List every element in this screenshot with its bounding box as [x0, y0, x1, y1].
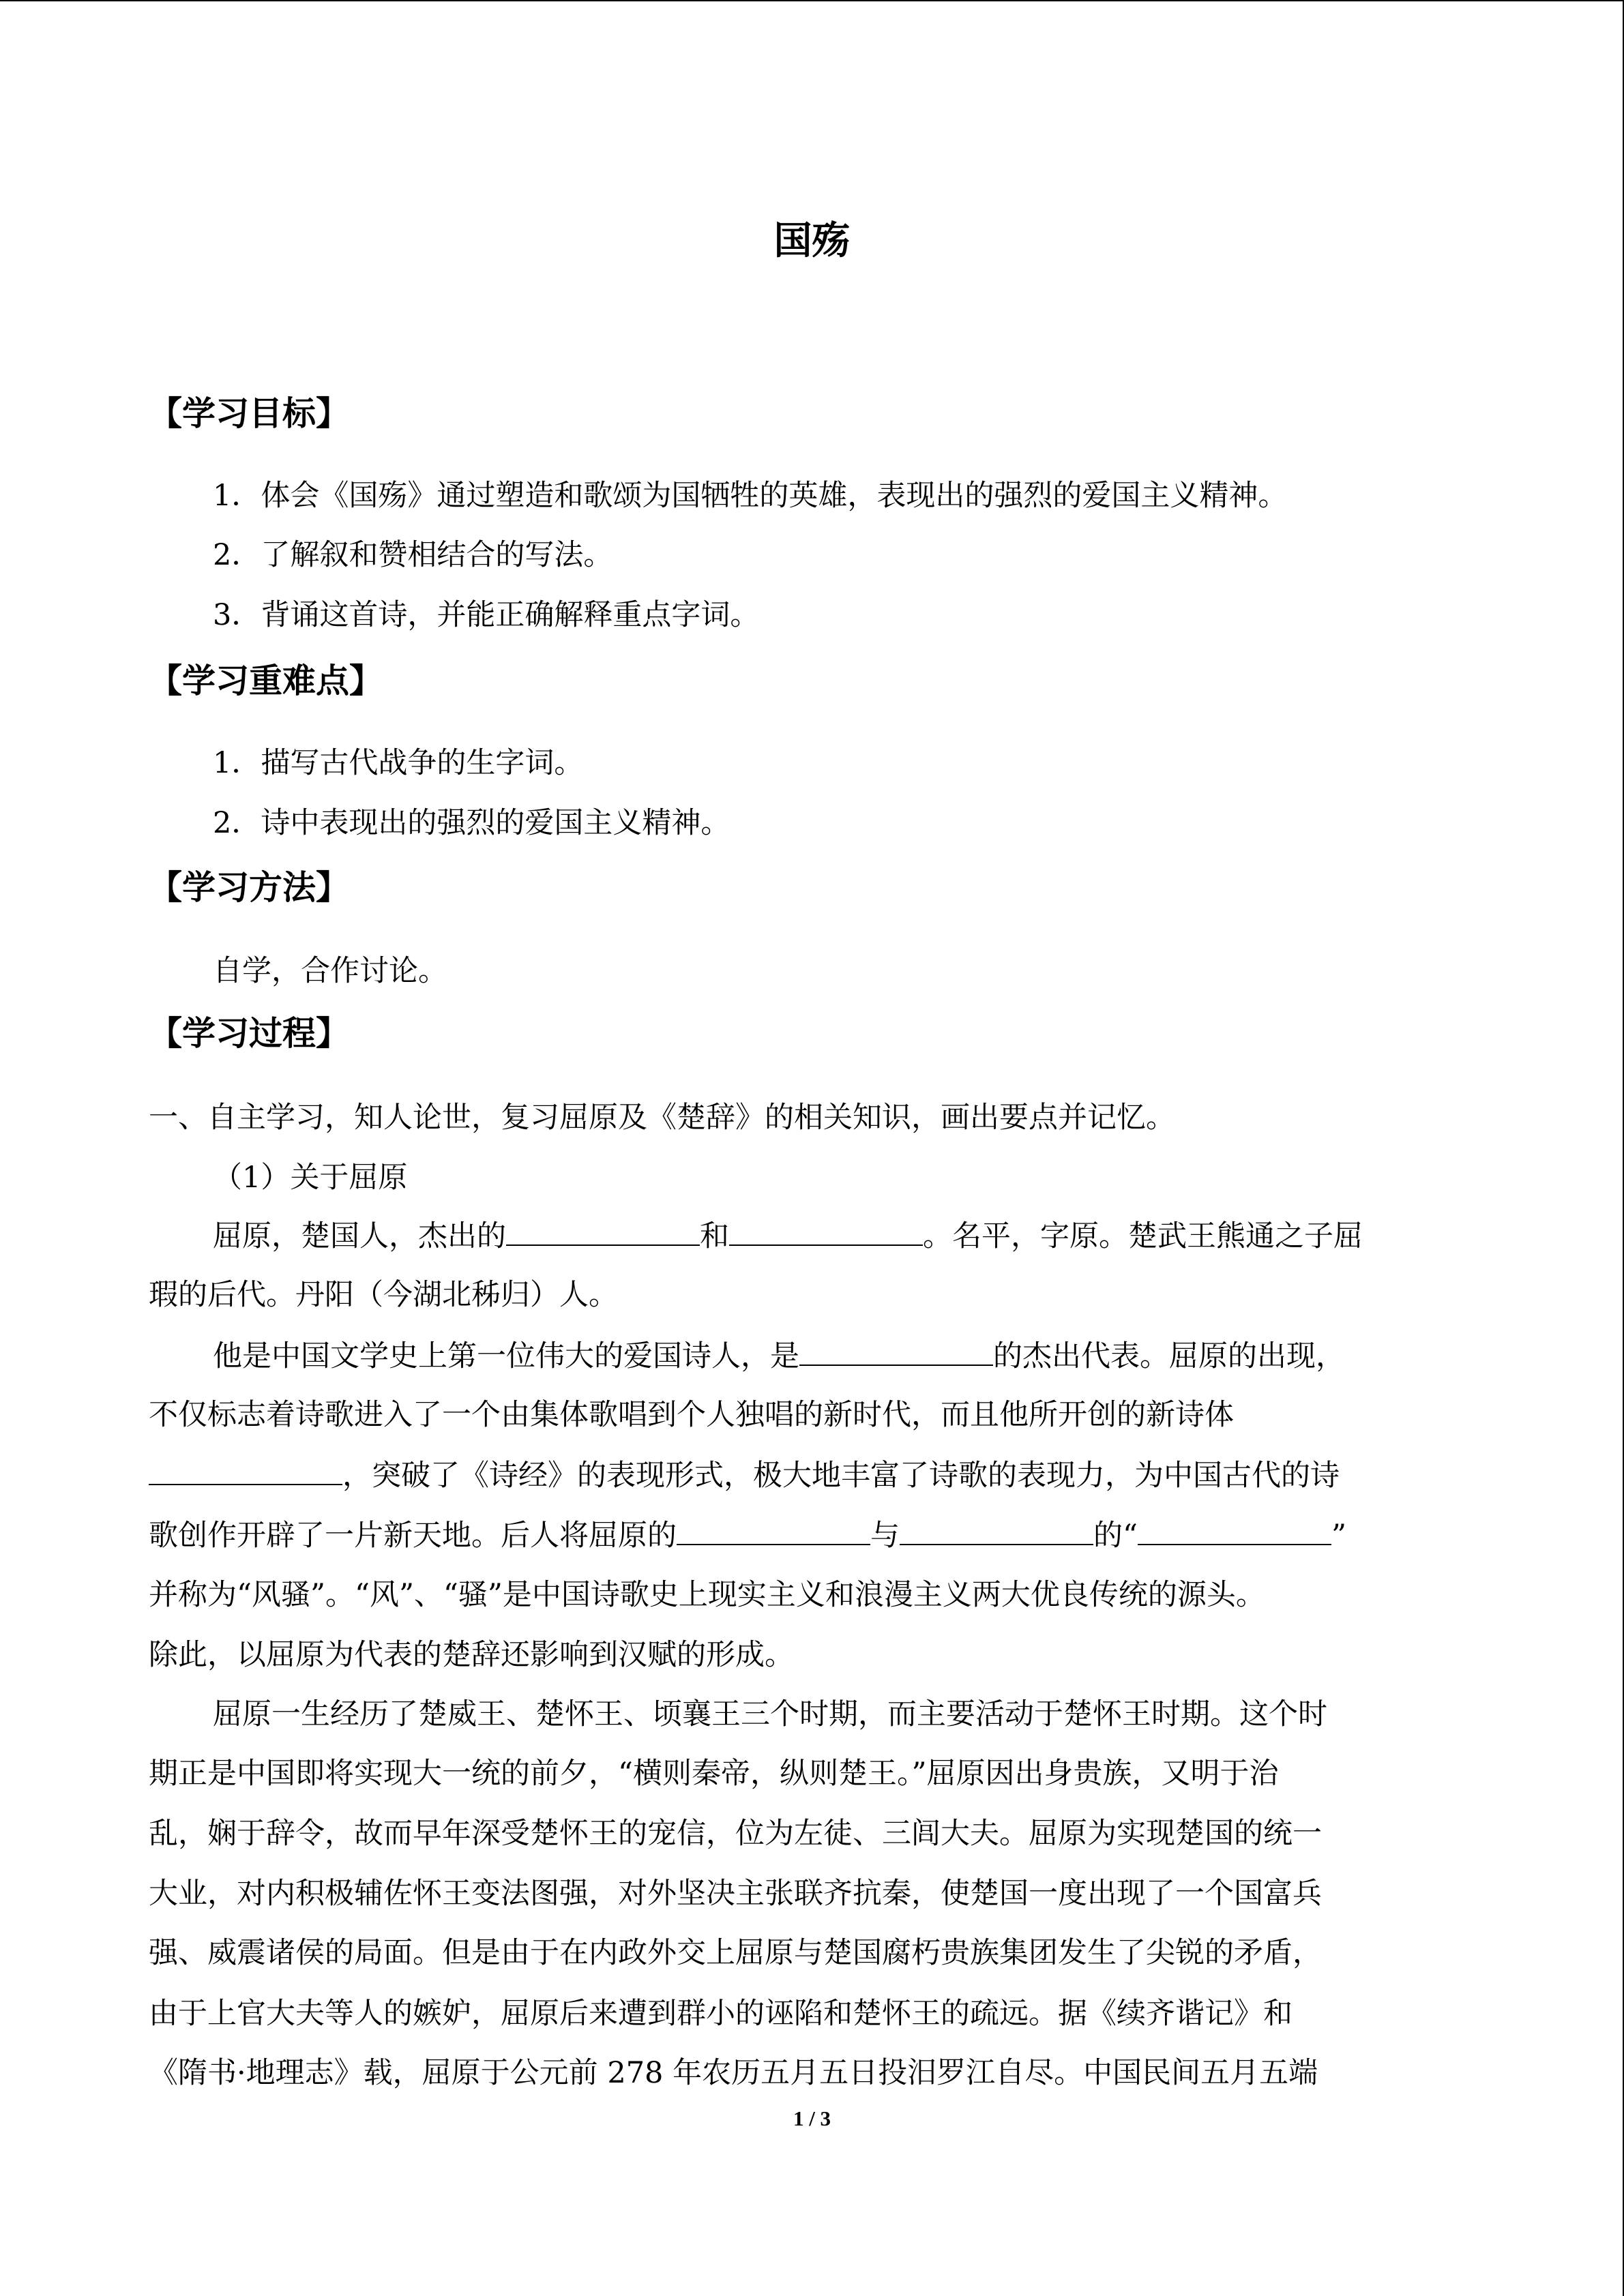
key-point-item-2: 2．诗中表现出的强烈的爱国主义精神。	[213, 806, 730, 840]
qu-yuan-paragraph-3-line-7: 《隋书·地理志》载，屈原于公元前 278 年农历五月五日投汨罗江自尽。中国民间五月五端	[149, 2056, 1318, 2090]
qu-yuan-paragraph-3-line-2: 期正是中国即将实现大一统的前夕，“横则秦帝，纵则楚王。”屈原因出身贵族，又明于治	[149, 1757, 1279, 1791]
page-title: 国殇	[773, 219, 851, 263]
qu-yuan-paragraph-2-line-4	[149, 1514, 1455, 1557]
p2-line4-text-a: 歌创作开辟了一片新天地。后人将屈原的	[149, 1519, 677, 1553]
goal-item-3: 3．背诵这首诗，并能正确解释重点字词。	[213, 598, 760, 632]
qu-yuan-paragraph-2	[213, 1335, 1519, 1377]
methods-heading: 【学习方法】	[149, 868, 350, 907]
qu-yuan-paragraph-3-line-1: 屈原一生经历了楚威王、楚怀王、顷襄王三个时期，而主要活动于楚怀王时期。这个时	[213, 1697, 1327, 1731]
p2-line4-text-b: 与	[870, 1519, 900, 1553]
p2-line4-text-c: 的“	[1093, 1519, 1138, 1553]
process-heading: 【学习过程】	[149, 1014, 350, 1053]
goal-item-2: 2．了解叙和赞相结合的写法。	[213, 538, 613, 572]
qu-yuan-paragraph-2-line-6: 除此，以屈原为代表的楚辞还影响到汉赋的形成。	[149, 1638, 794, 1672]
goal-item-1: 1．体会《国殇》通过塑造和歌颂为国牺牲的英雄，表现出的强烈的爱国主义精神。	[213, 479, 1288, 513]
p2-text-b: 的杰出代表。屈原的出现，	[993, 1339, 1345, 1373]
key-points-heading: 【学习重难点】	[149, 661, 383, 700]
fill-blank-4[interactable]	[149, 1454, 342, 1485]
fill-blank-3[interactable]	[799, 1335, 993, 1366]
p2-line4-text-d: ”	[1331, 1519, 1346, 1553]
qu-yuan-paragraph-3-line-4: 大业，对内积极辅佐怀王变法图强，对外坚决主张联齐抗秦，使楚国一度出现了一个国富兵	[149, 1877, 1322, 1911]
p1-text-a: 屈原，楚国人，杰出的	[213, 1219, 506, 1253]
goals-heading: 【学习目标】	[149, 394, 350, 433]
methods-text: 自学，合作讨论。	[213, 954, 447, 988]
qu-yuan-paragraph-1-line-2: 瑕的后代。丹阳（今湖北秭归）人。	[149, 1278, 618, 1312]
process-sub1: （1）关于屈原	[213, 1161, 408, 1195]
page-number: 1 / 3	[793, 2106, 831, 2130]
qu-yuan-paragraph-3-line-6: 由于上官大夫等人的嫉妒，屈原后来遭到群小的诬陷和楚怀王的疏远。据《续齐谐记》和	[149, 1997, 1293, 2031]
fill-blank-6[interactable]	[900, 1514, 1093, 1545]
p1-text-b: 和	[700, 1219, 729, 1253]
qu-yuan-paragraph-1	[213, 1214, 1519, 1257]
key-point-item-1: 1．描写古代战争的生字词。	[213, 746, 584, 780]
fill-blank-7[interactable]	[1138, 1514, 1331, 1545]
qu-yuan-paragraph-2-line-5: 并称为“风骚”。“风”、“骚”是中国诗歌史上现实主义和浪漫主义两大优良传统的源头。	[149, 1578, 1265, 1612]
fill-blank-1[interactable]	[506, 1214, 700, 1246]
qu-yuan-paragraph-3-line-3: 乱，娴于辞令，故而早年深受楚怀王的宠信，位为左徒、三闾大夫。屈原为实现楚国的统一	[149, 1817, 1322, 1851]
process-intro: 一、自主学习，知人论世，复习屈原及《楚辞》的相关知识，画出要点并记忆。	[149, 1101, 1175, 1135]
p2-text-a: 他是中国文学史上第一位伟大的爱国诗人，是	[213, 1339, 799, 1373]
fill-blank-5[interactable]	[677, 1514, 870, 1545]
qu-yuan-paragraph-3-line-5: 强、威震诸侯的局面。但是由于在内政外交上屈原与楚国腐朽贵族集团发生了尖锐的矛盾，	[149, 1936, 1322, 1970]
p2-line3-text: ，突破了《诗经》的表现形式，极大地丰富了诗歌的表现力，为中国古代的诗	[342, 1459, 1340, 1493]
qu-yuan-paragraph-2-line-3	[149, 1454, 1455, 1497]
fill-blank-2[interactable]	[729, 1214, 923, 1246]
qu-yuan-paragraph-2-line-2: 不仅标志着诗歌进入了一个由集体歌唱到个人独唱的新时代，而且他所开创的新诗体	[149, 1398, 1234, 1432]
p1-text-c: 。名平，字原。楚武王熊通之子屈	[923, 1219, 1363, 1253]
